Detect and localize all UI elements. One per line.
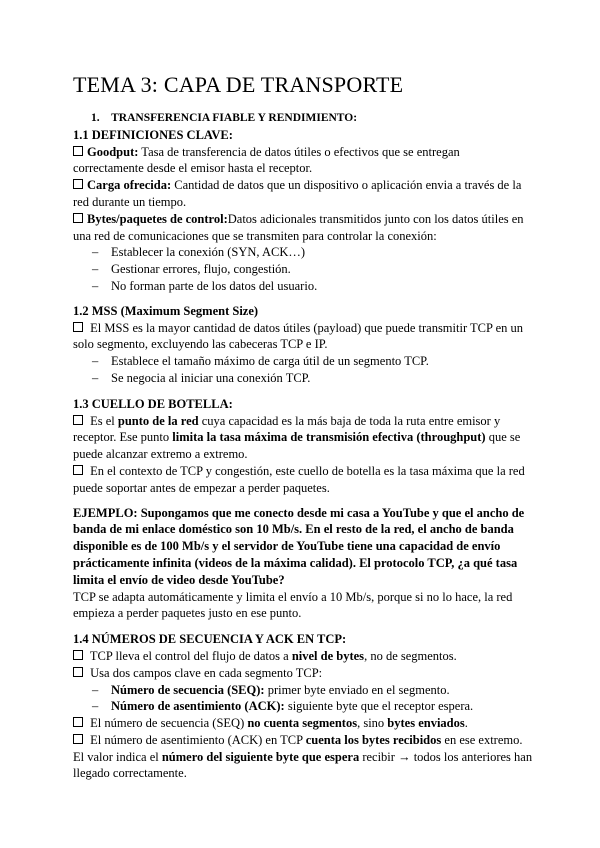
bold-text: cuenta los bytes recibidos	[305, 732, 442, 747]
term: Número de asentimiento (ACK):	[111, 699, 285, 714]
bold-text: bytes enviados	[387, 716, 465, 731]
carga-definition	[73, 177, 533, 211]
paragraph-text: TCP lleva el control del flujo de datos a	[87, 648, 292, 663]
list-item	[73, 682, 533, 699]
subsection-1-4-heading: 1.4 NÚMEROS DE SECUENCIA Y ACK EN TCP:	[73, 632, 347, 647]
checkbox-bullet-icon	[73, 322, 83, 332]
bold-text: nivel de bytes	[291, 648, 365, 663]
bytes-control-definition	[73, 211, 533, 245]
list-item: – No forman parte de los datos del usuario.	[73, 278, 533, 295]
checkbox-bullet-icon	[73, 179, 83, 189]
paragraph-text: El número de asentimiento (ACK) en TCP	[87, 732, 306, 747]
checkbox-bullet-icon	[73, 650, 83, 660]
seq-ack-paragraph-4	[73, 732, 533, 749]
paragraph-text: En el contexto de TCP y congestión, este cuello de botella es la tasa máxima que la red puede soportar antes de empezar a perder paquetes.	[73, 463, 525, 495]
subsection-1-2-heading: 1.2 MSS (Maximum Segment Size)	[73, 303, 259, 318]
checkbox-bullet-icon	[73, 415, 83, 425]
seq-ack-paragraph-5	[73, 749, 533, 783]
definition-text: primer byte enviado en el segmento.	[264, 682, 450, 697]
paragraph-text: El MSS es la mayor cantidad de datos útiles (payload) que puede transmitir TCP en un solo segmento, excluyendo las cabeceras TCP e IP.	[73, 320, 524, 352]
goodput-definition	[73, 144, 533, 178]
checkbox-bullet-icon	[73, 717, 83, 727]
section-1-heading	[73, 110, 533, 127]
term: Bytes/paquetes de control:	[87, 211, 228, 226]
term: Carga ofrecida:	[87, 178, 172, 193]
bottleneck-paragraph-2	[73, 463, 533, 497]
definition-text: Datos adicionales transmitidos junto con los datos útiles en una red de comunicaciones que se transmiten para controlar la conexión:	[73, 211, 524, 243]
seq-ack-paragraph-3	[73, 715, 533, 732]
paragraph-text: Es el	[87, 413, 118, 428]
bold-text: limita la tasa máxima de transmisión efectiva (throughput)	[172, 430, 486, 445]
paragraph-text: , no de segmentos.	[364, 648, 457, 663]
checkbox-bullet-icon	[73, 465, 83, 475]
paragraph-text: cuya capacidad es la más baja de toda la ruta entre emisor y receptor. Ese punto	[73, 413, 501, 445]
document-page	[73, 72, 533, 782]
list-item	[73, 698, 533, 715]
list-item: – Establecer la conexión (SYN, ACK…)	[73, 244, 533, 261]
paragraph-text: El valor indica el	[73, 749, 162, 764]
paragraph-text: Usa dos campos clave en cada segmento TCP:	[87, 665, 323, 680]
example-paragraph: EJEMPLO: Supongamos que me conecto desde mi casa a YouTube y que el ancho de banda de mi enlace doméstico son 10 Mb/s. En el resto de la red, el ancho de banda disponible es de 100 Mb/s y el servidor de YouTube tiene una capacidad de envío prácticamente infinita (videos de la máxima calidad). El protocolo TCP, ¿a qué tasa limita el envío de video desde YouTube?	[73, 505, 525, 587]
bold-text: punto de la red	[117, 413, 199, 428]
paragraph-text: El número de secuencia (SEQ)	[87, 716, 248, 731]
mss-definition	[73, 320, 533, 354]
paragraph-text: en ese extremo.	[441, 732, 523, 747]
section-number: 1.	[91, 112, 100, 124]
bottleneck-paragraph-1	[73, 413, 533, 463]
bold-text: número del siguiente byte que espera	[161, 749, 360, 764]
seq-ack-paragraph-1	[73, 648, 533, 665]
subsection-1-3-heading: 1.3 CUELLO DE BOTELLA:	[73, 396, 233, 411]
example-answer: TCP se adapta automáticamente y limita el envío a 10 Mb/s, porque si no lo hace, la red empieza a perder paquetes justo en ese punto.	[73, 589, 513, 621]
checkbox-bullet-icon	[73, 146, 83, 156]
subsection-1-1-heading: 1.1 DEFINICIONES CLAVE:	[73, 127, 233, 142]
term: Goodput:	[87, 144, 139, 159]
checkbox-bullet-icon	[73, 667, 83, 677]
bold-text: no cuenta segmentos	[247, 716, 358, 731]
seq-ack-paragraph-2	[73, 665, 533, 682]
paragraph-text: recibir → todos los anteriores han llegado correctamente.	[73, 749, 533, 781]
paragraph-text: , sino	[357, 716, 388, 731]
definition-text: siguiente byte que el receptor espera.	[284, 699, 474, 714]
list-item: – Gestionar errores, flujo, congestión.	[73, 261, 533, 278]
definition-text: Tasa de transferencia de datos útiles o efectivos que se entregan correctamente desde el emisor hasta el receptor.	[73, 144, 460, 176]
term: Número de secuencia (SEQ):	[111, 682, 265, 697]
list-item: – Se negocia al iniciar una conexión TCP.	[73, 370, 533, 387]
paragraph-text: .	[464, 716, 468, 731]
page-title: TEMA 3: CAPA DE TRANSPORTE	[73, 72, 404, 97]
section-title: TRANSFERENCIA FIABLE Y RENDIMIENTO:	[111, 112, 358, 124]
paragraph-text: que se puede alcanzar extremo a extremo.	[73, 430, 521, 462]
list-item: – Establece el tamaño máximo de carga útil de un segmento TCP.	[73, 353, 533, 370]
checkbox-bullet-icon	[73, 734, 83, 744]
checkbox-bullet-icon	[73, 213, 83, 223]
definition-text: Cantidad de datos que un dispositivo o aplicación envia a través de la red durante un tiempo.	[73, 178, 522, 209]
